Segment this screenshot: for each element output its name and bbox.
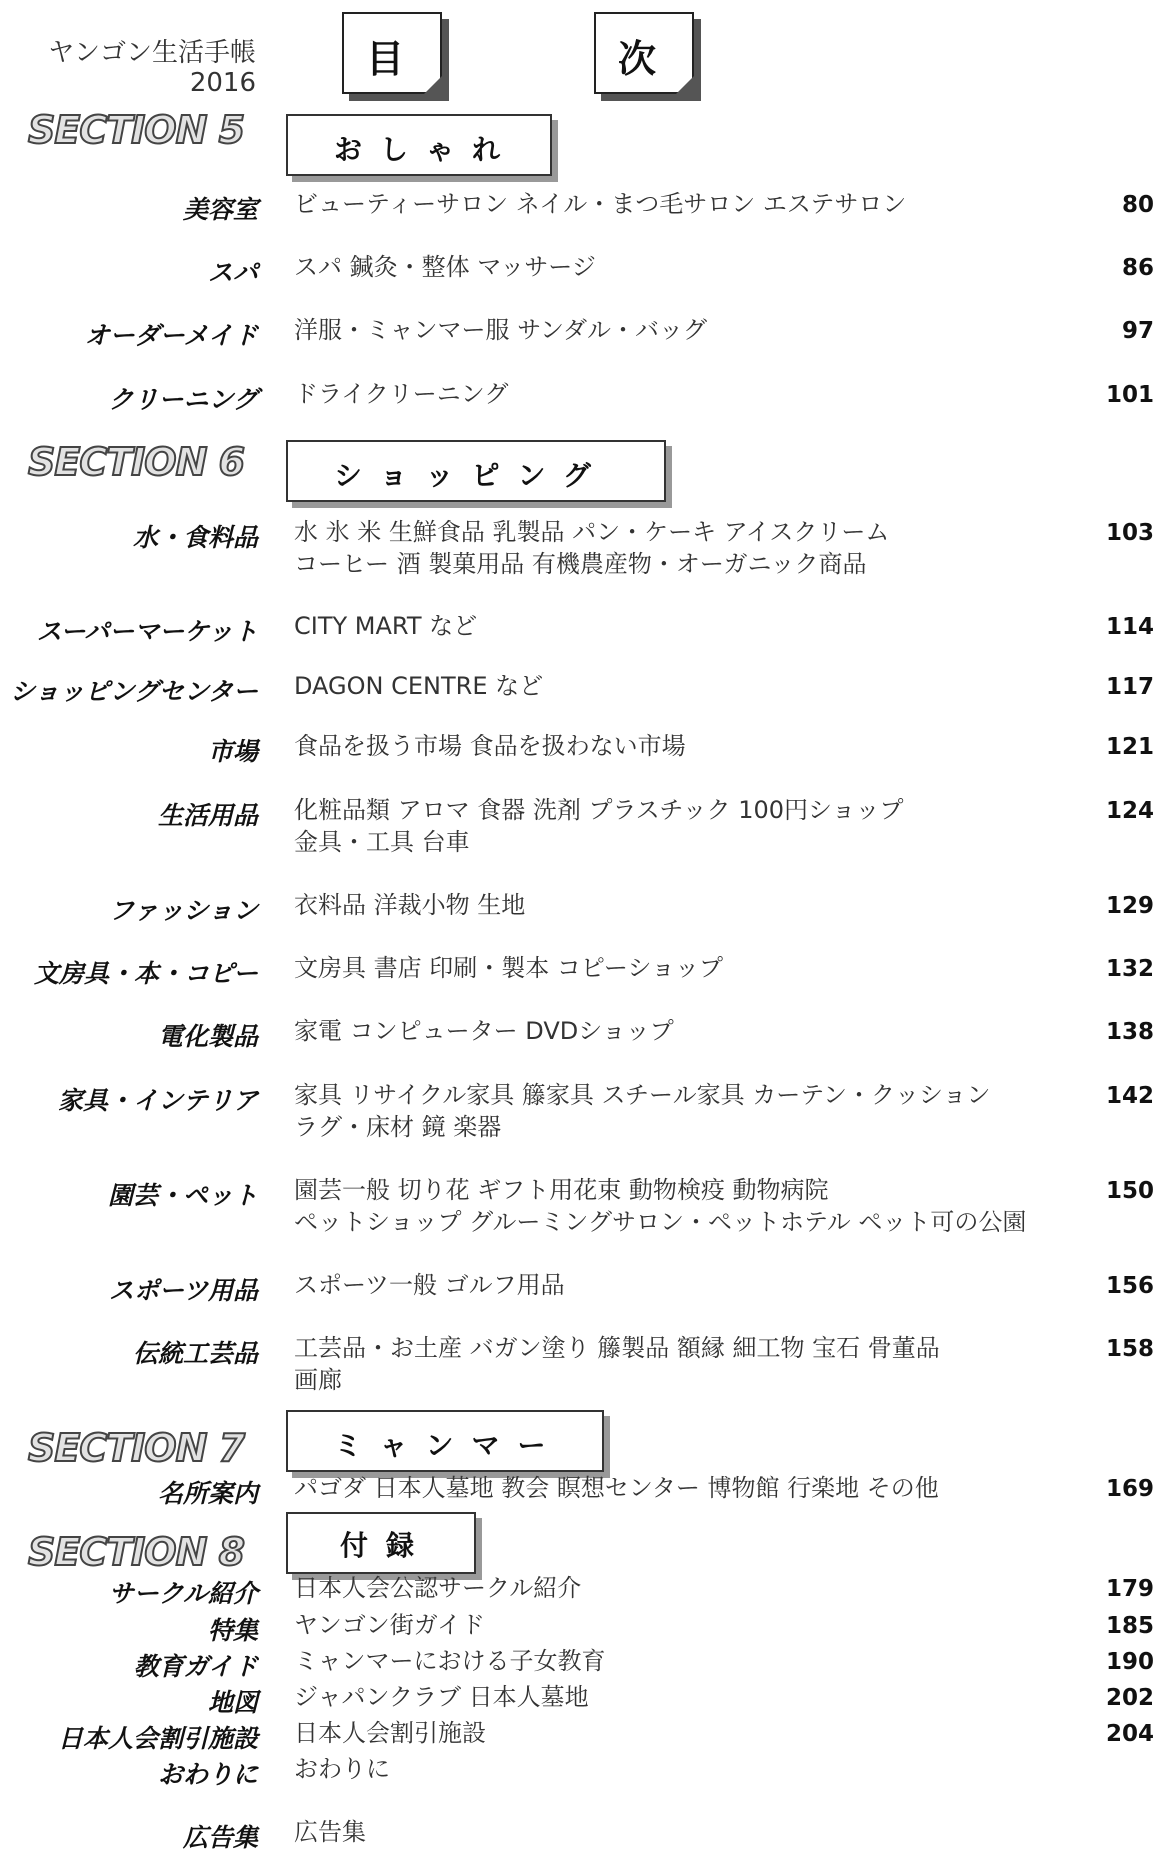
section-5-title-box (286, 114, 552, 176)
toc-category: 文房具・本・コピー (33, 959, 258, 988)
toc-category: 市場 (207, 737, 258, 766)
toc-desc: ドライクリーニング (294, 380, 509, 408)
toc-desc: おわりに (294, 1755, 390, 1783)
toc-category: 家具・インテリア (57, 1086, 258, 1115)
toc-desc: ビューティーサロン ネイル・まつ毛サロン エステサロン (294, 190, 907, 218)
toc-page: 114 (1105, 614, 1154, 640)
page-fold-icon (424, 76, 442, 94)
toc-desc: スポーツ一般 ゴルフ用品 (294, 1271, 565, 1299)
title-char-2: 次 (618, 37, 657, 81)
toc-page: 80 (1121, 192, 1154, 218)
toc-category: 日本人会割引施設 (57, 1724, 258, 1753)
toc-desc: 水 氷 米 生鮮食品 乳製品 パン・ケーキ アイスクリーム コーヒー 酒 製菓用品 有機農産物・オーガニック商品 (294, 518, 890, 578)
title-char-1: 目 (366, 37, 405, 81)
toc-category: 伝統工芸品 (132, 1339, 258, 1368)
toc-category: クリーニング (108, 385, 258, 414)
toc-desc: 洋服・ミャンマー服 サンダル・バッグ (294, 316, 707, 344)
toc-category: 水・食料品 (132, 523, 258, 552)
book-title (34, 38, 256, 98)
toc-page: 150 (1105, 1178, 1154, 1204)
toc-desc: 広告集 (294, 1818, 366, 1846)
toc-desc: ミャンマーにおける子女教育 (294, 1647, 606, 1675)
toc-category: ファッション (108, 896, 258, 925)
book-title-text: ヤンゴン生活手帳 (48, 38, 256, 68)
toc-page: 179 (1105, 1576, 1154, 1602)
section-8-title: 付録 (340, 1529, 433, 1562)
toc-category: 美容室 (182, 195, 258, 224)
toc-desc: 文房具 書店 印刷・製本 コピーショップ (294, 954, 723, 982)
toc-page: 124 (1105, 798, 1154, 824)
toc-category: 教育ガイド (133, 1652, 258, 1681)
toc-category: 名所案内 (157, 1479, 258, 1508)
toc-page: 97 (1121, 318, 1154, 344)
toc-page: 117 (1105, 674, 1154, 700)
toc-desc: パゴダ 日本人墓地 教会 瞑想センター 博物館 行楽地 その他 (294, 1474, 939, 1502)
toc-page: 202 (1105, 1685, 1154, 1711)
toc-desc: 園芸一般 切り花 ギフト用花束 動物検疫 動物病院 ペットショップ グルーミングサロン・ペットホテル ペット可の公園 (294, 1176, 1027, 1236)
toc-category: 園芸・ペット (107, 1181, 258, 1210)
section-5-title: おしゃれ (334, 133, 519, 166)
section-6-title: ショッピング (334, 459, 609, 492)
book-year: 2016 (189, 68, 256, 98)
toc-desc: 家具 リサイクル家具 籐家具 スチール家具 カーテン・クッション ラグ・床材 鏡 楽器 (294, 1081, 991, 1141)
page-fold-icon (676, 76, 694, 94)
toc-category: 地図 (207, 1688, 258, 1717)
toc-desc: ジャパンクラブ 日本人墓地 (294, 1683, 589, 1711)
toc-desc: 食品を扱う市場 食品を扱わない市場 (294, 732, 686, 760)
section-5-label: SECTION 5 (28, 108, 245, 152)
toc-page: 138 (1105, 1019, 1154, 1045)
section-6-label: SECTION 6 (28, 440, 245, 484)
toc-page: 101 (1105, 382, 1154, 408)
toc-page: 169 (1105, 1476, 1154, 1502)
toc-category: オーダーメイド (84, 321, 258, 350)
toc-page: 129 (1105, 893, 1154, 919)
section-7-title-box (286, 1410, 604, 1472)
section-7-title: ミャンマー (334, 1429, 564, 1462)
toc-category: 生活用品 (157, 801, 258, 830)
toc-category: おわりに (157, 1760, 258, 1789)
toc-page: 158 (1105, 1336, 1154, 1362)
toc-page: 190 (1105, 1649, 1154, 1675)
toc-category: 電化製品 (157, 1022, 258, 1051)
section-7-label: SECTION 7 (28, 1426, 245, 1470)
toc-page: 142 (1105, 1083, 1154, 1109)
toc-page: 156 (1105, 1273, 1154, 1299)
toc-category: 広告集 (182, 1823, 258, 1852)
toc-category: ショッピングセンター (9, 677, 258, 706)
title-box-1 (342, 12, 442, 94)
toc-desc: スパ 鍼灸・整体 マッサージ (294, 253, 596, 281)
title-box-2 (594, 12, 694, 94)
toc-category: スーパーマーケット (36, 617, 258, 646)
toc-page: 86 (1121, 255, 1154, 281)
toc-desc: CITY MART など (294, 612, 478, 640)
section-8-label: SECTION 8 (28, 1530, 245, 1574)
toc-category: スパ (207, 258, 258, 287)
toc-category: サークル紹介 (108, 1579, 258, 1608)
toc-desc: ヤンゴン街ガイド (294, 1611, 486, 1639)
toc-desc: 衣料品 洋裁小物 生地 (294, 891, 526, 919)
section-8-title-box (286, 1512, 476, 1574)
toc-desc: 工芸品・お土産 バガン塗り 籐製品 額縁 細工物 宝石 骨董品 画廊 (294, 1334, 940, 1394)
toc-desc: 家電 コンピューター DVDショップ (294, 1017, 674, 1045)
toc-page: 185 (1105, 1613, 1154, 1639)
toc-desc: DAGON CENTRE など (294, 672, 544, 700)
toc-category: スポーツ用品 (108, 1276, 258, 1305)
toc-desc: 日本人会公認サークル紹介 (294, 1574, 582, 1602)
toc-page: 121 (1105, 734, 1154, 760)
toc-page: 103 (1105, 520, 1154, 546)
toc-page: 132 (1105, 956, 1154, 982)
toc-desc: 日本人会割引施設 (294, 1719, 486, 1747)
toc-desc: 化粧品類 アロマ 食器 洗剤 プラスチック 100円ショップ 金具・工具 台車 (294, 796, 904, 856)
toc-category: 特集 (207, 1616, 258, 1645)
section-6-title-box (286, 440, 666, 502)
toc-page: 204 (1105, 1721, 1154, 1747)
